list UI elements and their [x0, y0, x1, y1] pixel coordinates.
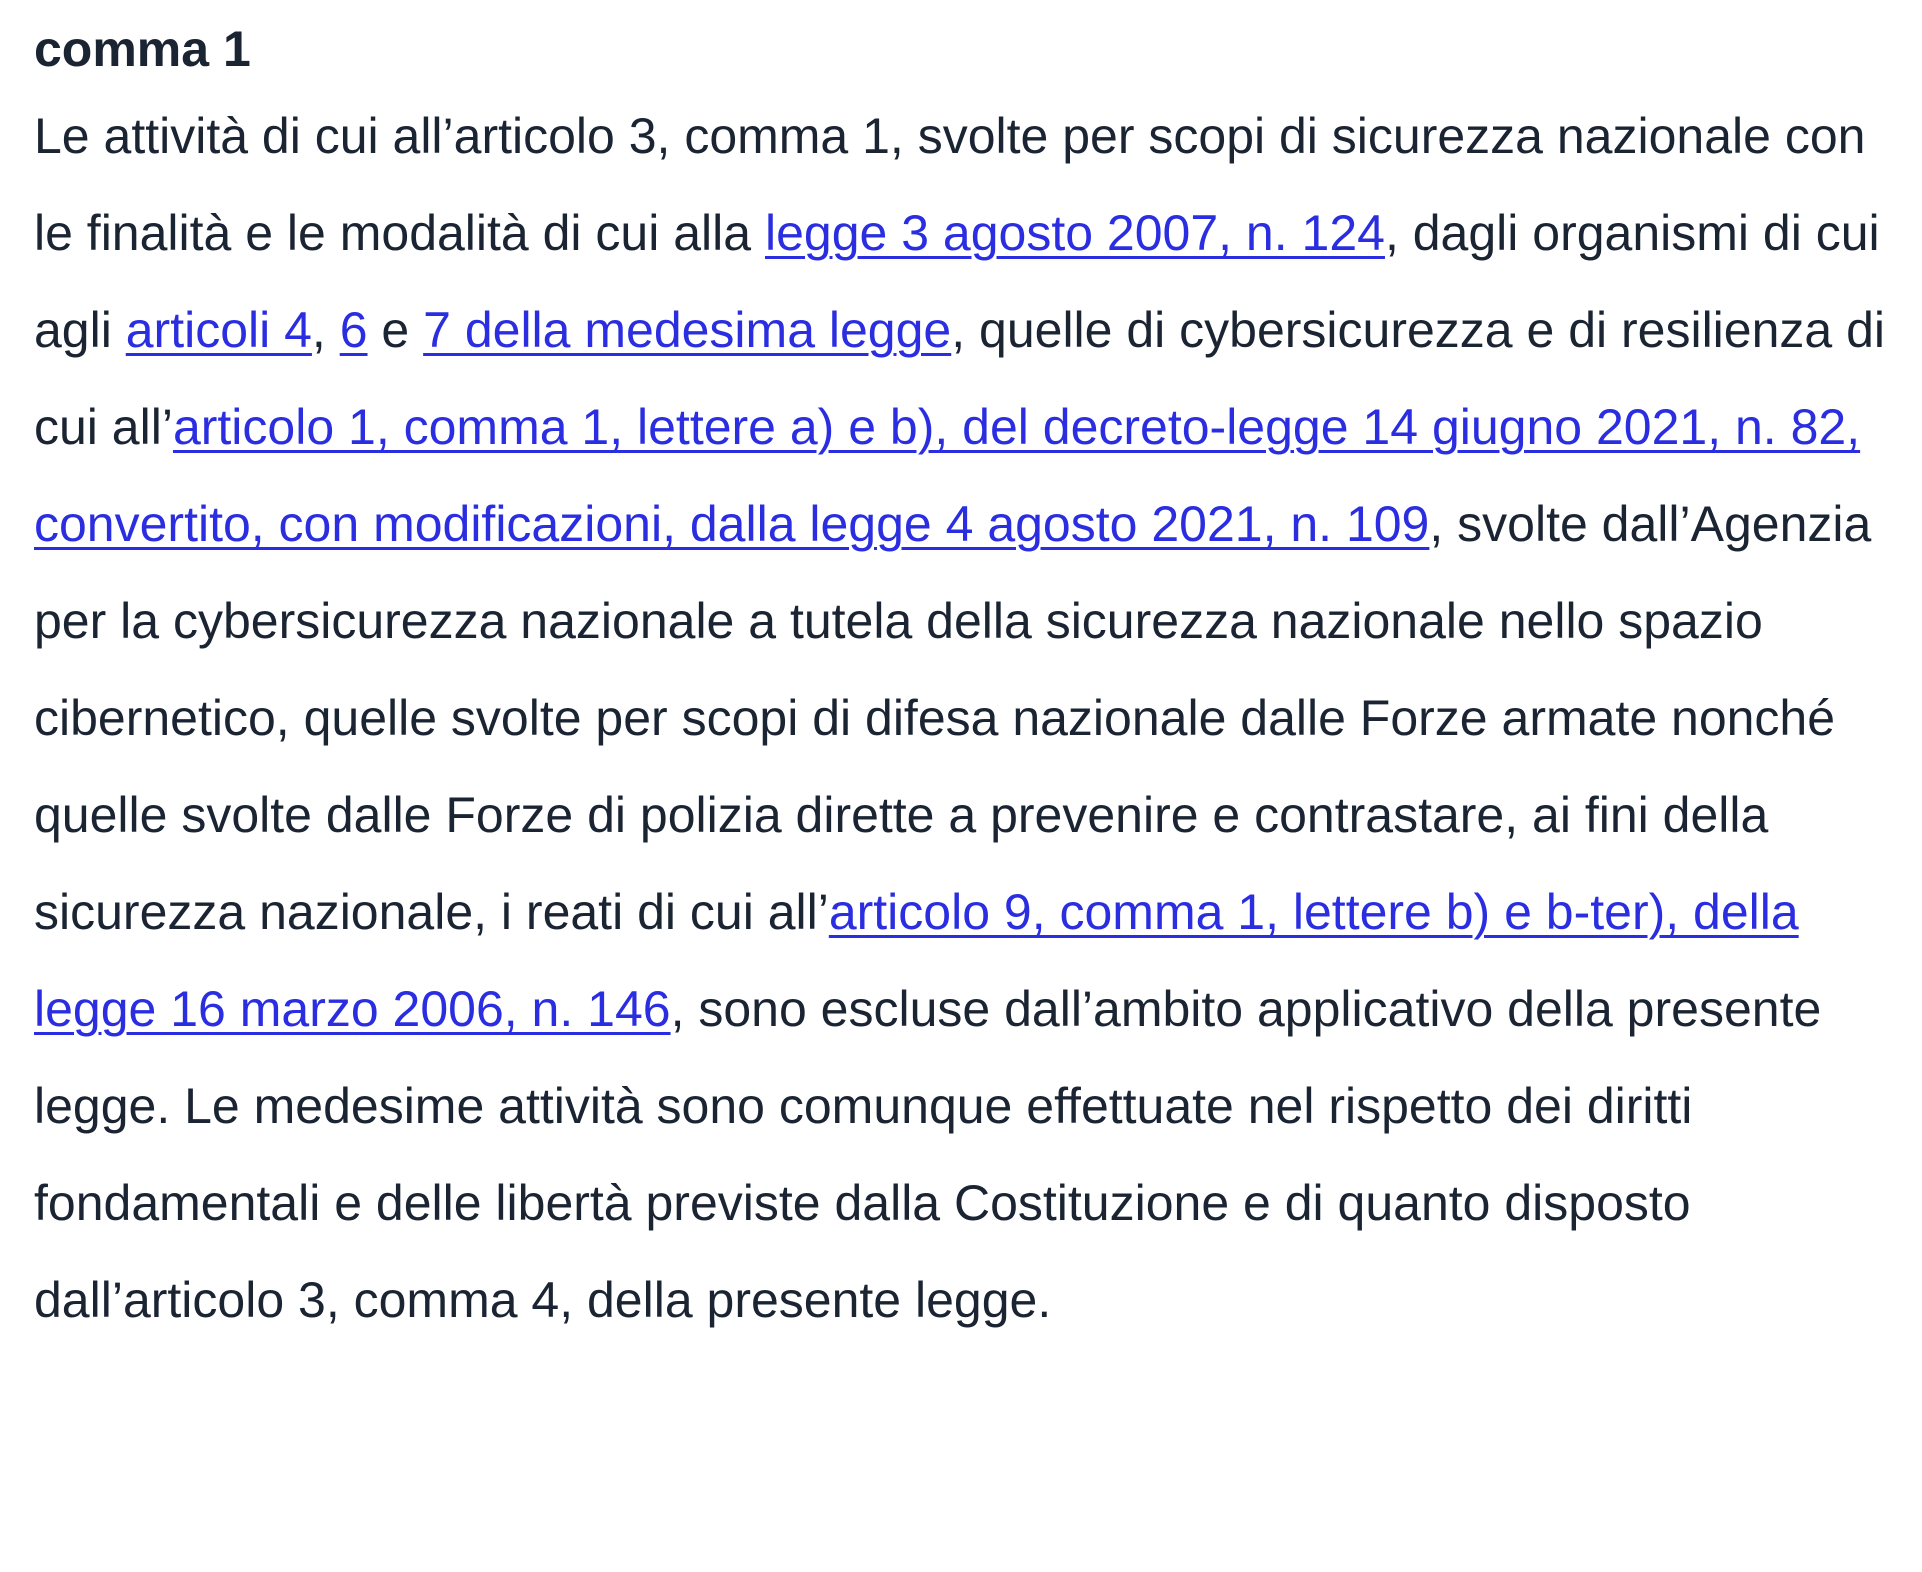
link-decreto-legge-82-2021[interactable]: articolo 1, comma 1, lettere a) e b), del decreto-legge 14 giugno 2021, n. 82, convertito, con modificazioni, dalla legge 4 agosto 2021, n. 109 [34, 399, 1861, 552]
link-articoli-4[interactable]: articoli 4 [125, 302, 312, 358]
paragraph-text: Le attività di cui all’articolo 3, comma 1, svolte per scopi di sicurezza nazionale con le finalità e le modalità di cui alla [34, 108, 1866, 261]
paragraph-text: , quelle di cybersicurezza e di resilienza di cui all’ [34, 302, 1886, 455]
paragraph-text: , sono escluse dall’ambito applicativo della presente legge. Le medesime attività sono comunque effettuate nel rispetto dei diritti fondamentali e delle libertà previste dalla Costituzione e di quanto disposto dall’articolo 3, comma 4, della presente legge. [34, 981, 1822, 1328]
link-legge-146-2006[interactable]: articolo 9, comma 1, lettere b) e b-ter), della legge 16 marzo 2006, n. 146 [34, 884, 1799, 1037]
link-legge-124-2007[interactable]: legge 3 agosto 2007, n. 124 [764, 205, 1385, 261]
paragraph-text: , svolte dall’Agenzia per la cybersicurezza nazionale a tutela della sicurezza nazionale nello spazio cibernetico, quelle svolte per scopi di difesa nazionale dalle Forze armate nonché quelle svolte dalle Forze di polizia dirette a prevenire e contrastare, ai fini della sicurezza nazionale, i reati di cui all’ [34, 496, 1872, 940]
paragraph-text: , dagli organismi di cui agli [34, 205, 1880, 358]
paragraph-text: , [311, 302, 340, 358]
section-heading: comma 1 [34, 21, 251, 77]
link-articolo-6[interactable]: 6 [339, 302, 368, 358]
body-paragraph [34, 88, 1894, 1349]
link-articolo-7[interactable]: 7 della medesima legge [423, 302, 952, 358]
paragraph-text: e [367, 302, 424, 358]
